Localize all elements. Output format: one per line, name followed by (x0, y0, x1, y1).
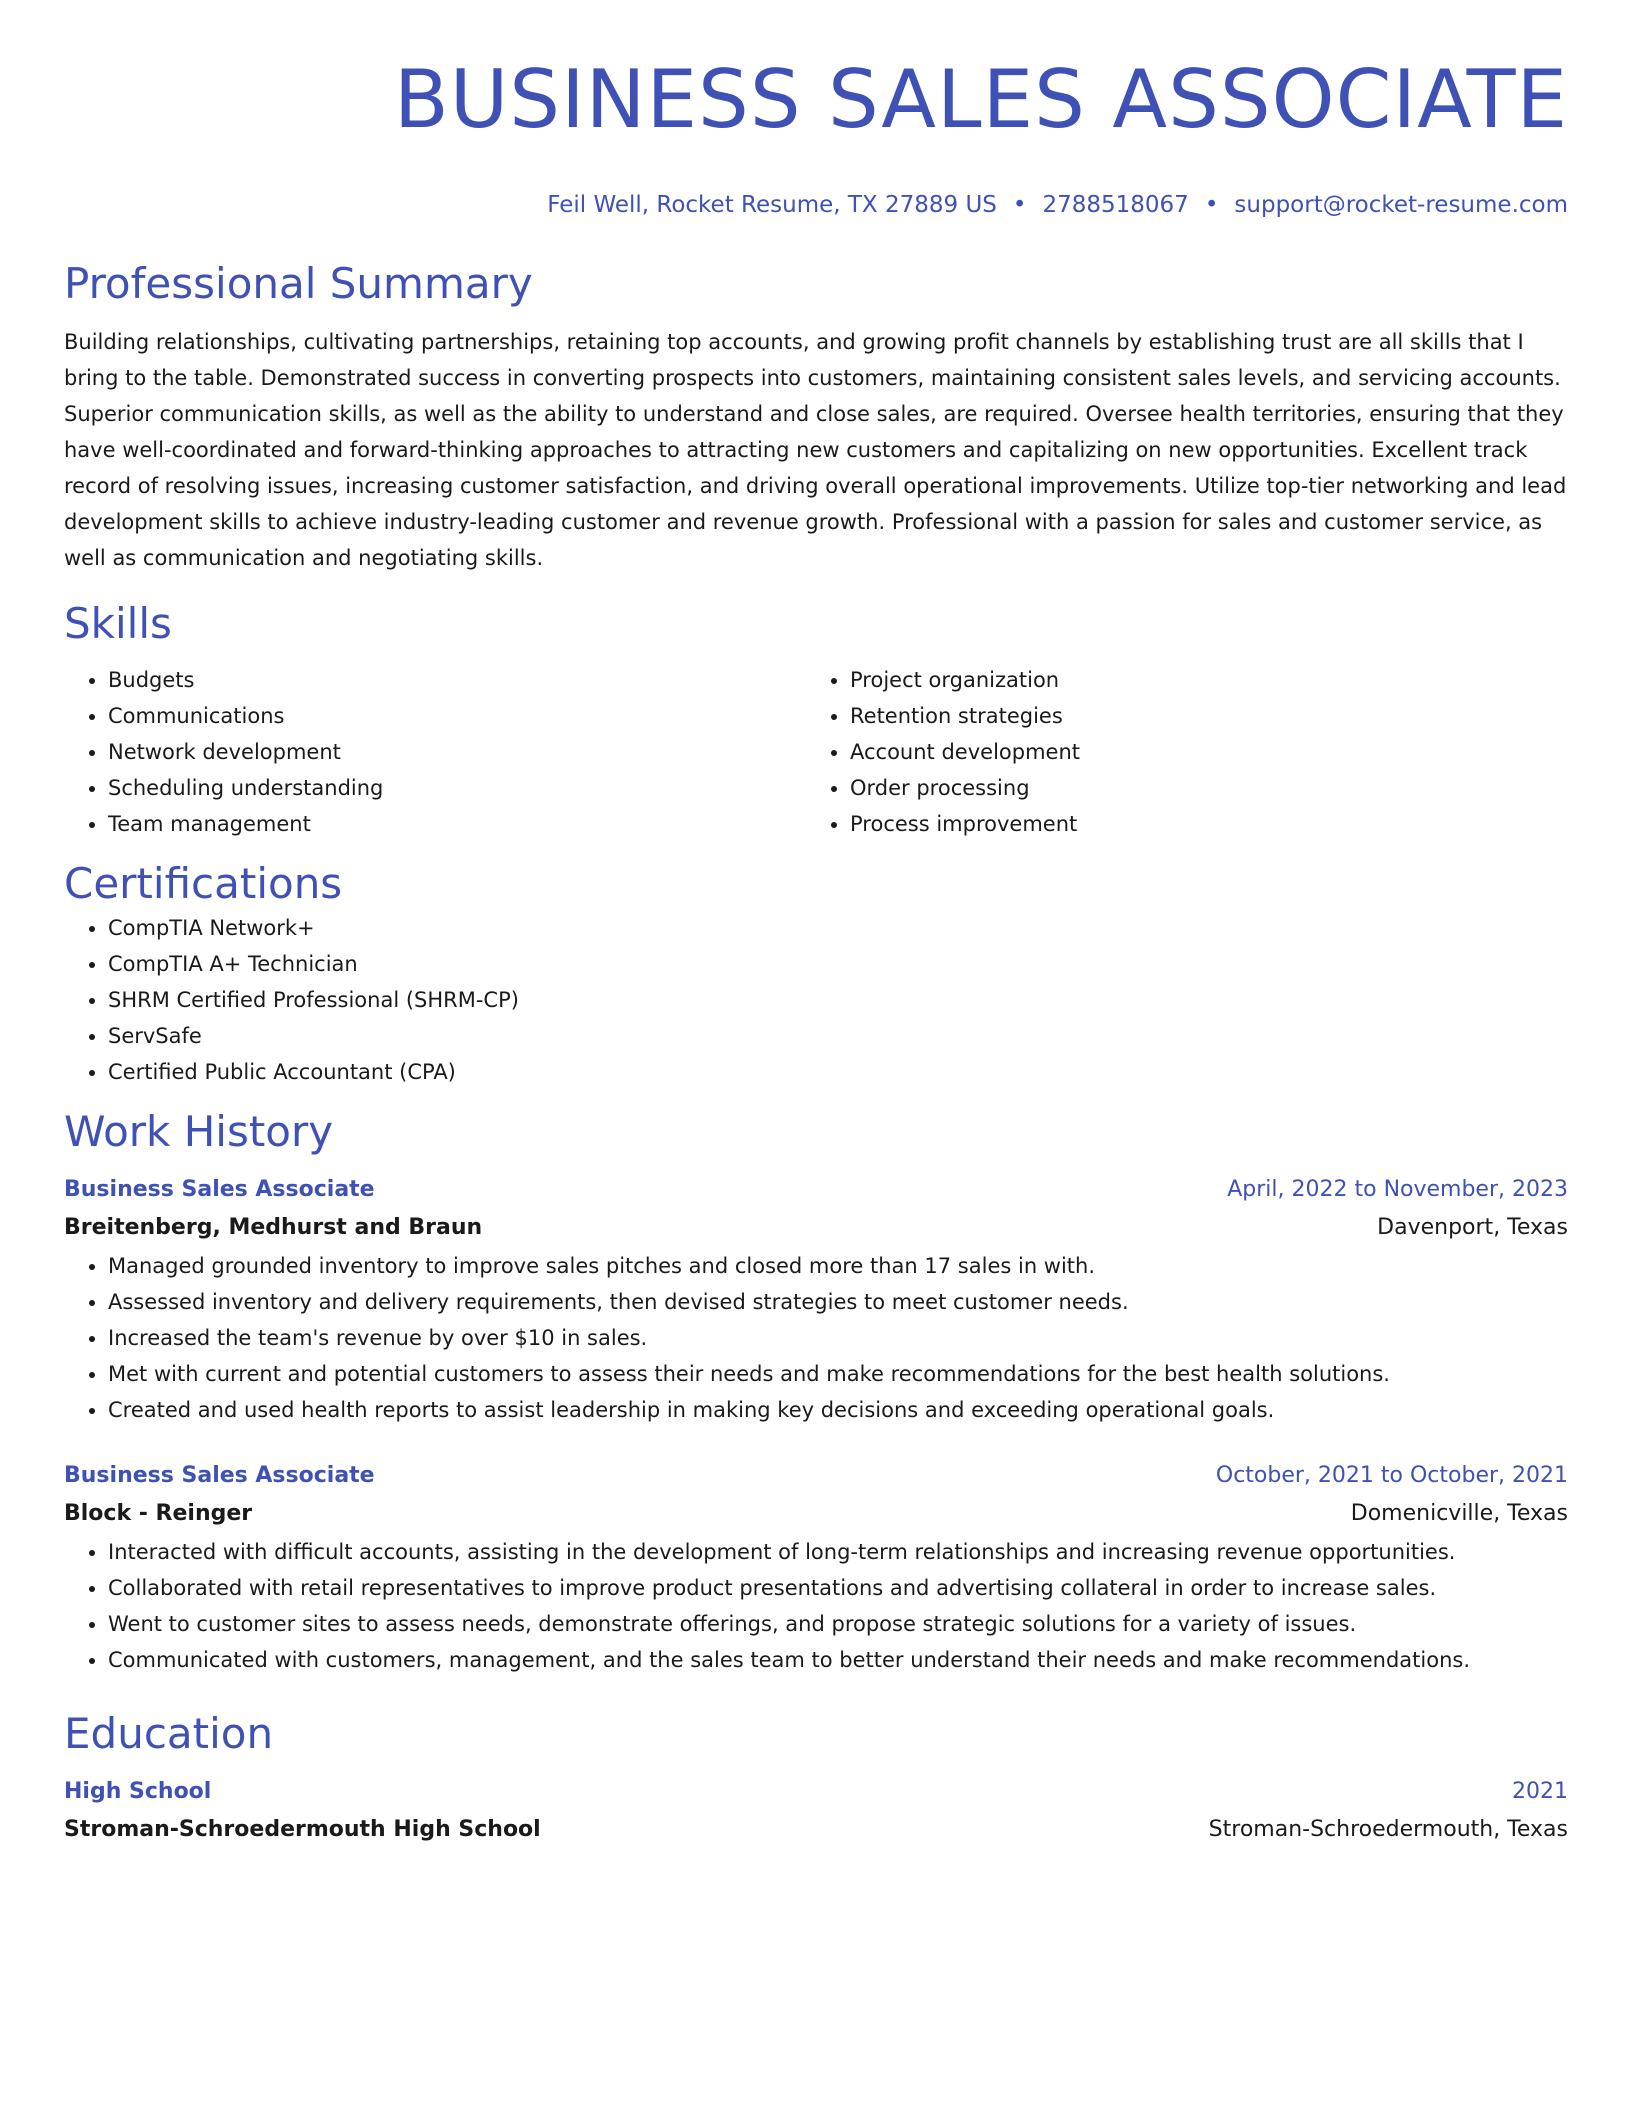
certification-item: • CompTIA Network+ (108, 910, 1568, 946)
job-employer-row (64, 1208, 1568, 1248)
contact-separator: • (1204, 192, 1219, 218)
skills-column-right (806, 662, 1548, 842)
job-bullet: • Increased the team's revenue by over $10 in sales. (108, 1320, 1568, 1356)
contact-line (64, 190, 1568, 220)
skills-grid (64, 662, 1568, 842)
job-dates: April, 2022 to November, 2023 (1227, 1177, 1568, 1202)
job-bullet: • Met with current and potential customers to assess their needs and make recommendations for the best health solutions. (108, 1356, 1568, 1392)
job-bullet: • Managed grounded inventory to improve sales pitches and closed more than 17 sales in with. (108, 1248, 1568, 1284)
education-school-row (64, 1810, 1568, 1850)
skills-list-left (64, 662, 806, 842)
job-location: Domenicville, Texas (1350, 1501, 1568, 1526)
job-bullet: • Went to customer sites to assess needs, demonstrate offerings, and propose strategic solutions for a variety of issues. (108, 1606, 1568, 1642)
skill-item: • Account development (850, 734, 1548, 770)
contact-address: Feil Well, Rocket Resume, TX 27889 US (547, 192, 997, 218)
skill-item: • Process improvement (850, 806, 1548, 842)
job-bullet: • Assessed inventory and delivery requirements, then devised strategies to meet customer needs. (108, 1284, 1568, 1320)
job-location: Davenport, Texas (1377, 1215, 1568, 1240)
work-history-heading: Work History (64, 1107, 334, 1156)
job-bullet: • Communicated with customers, management, and the sales team to better understand their needs and make recommendations. (108, 1642, 1568, 1678)
job-header-row (64, 1172, 1568, 1208)
job-employer: Block - Reinger (64, 1501, 253, 1526)
skill-item: • Network development (108, 734, 806, 770)
job-title: Business Sales Associate (64, 1463, 375, 1488)
education-header-row (64, 1774, 1568, 1810)
education-school: Stroman-Schroedermouth High School (64, 1817, 541, 1842)
skill-item: • Communications (108, 698, 806, 734)
skill-item: • Scheduling understanding (108, 770, 806, 806)
job-bullet: • Created and used health reports to assist leadership in making key decisions and exceeding operational goals. (108, 1392, 1568, 1428)
skill-item: • Team management (108, 806, 806, 842)
skills-heading: Skills (64, 599, 172, 648)
certification-item: • ServSafe (108, 1018, 1568, 1054)
skill-item: • Budgets (108, 662, 806, 698)
education-degree: High School (64, 1779, 212, 1804)
job-dates: October, 2021 to October, 2021 (1215, 1463, 1568, 1488)
skill-item: • Retention strategies (850, 698, 1548, 734)
summary-heading: Professional Summary (64, 259, 533, 308)
contact-phone: 2788518067 (1042, 192, 1189, 218)
resume-name: BUSINESS SALES ASSOCIATE (393, 53, 1568, 146)
certifications-heading: Certifications (64, 859, 343, 908)
skills-column-left (64, 662, 806, 842)
job-bullet: • Interacted with difficult accounts, assisting in the development of long-term relationships and increasing revenue opportunities. (108, 1534, 1568, 1570)
skill-item: • Order processing (850, 770, 1548, 806)
job-employer-row (64, 1494, 1568, 1534)
summary-text: Building relationships, cultivating partnerships, retaining top accounts, and growing profit channels by establishing trust are all skills that I bring to the table. Demonstrated success in converting prospects into customers, maintaining consistent sales levels, and servicing accounts. Superior communication skills, as well as the ability to understand and close sales, are required. Oversee health territories, ensuring that they have well-coordinated and forward-thinking approaches to attracting new customers and capitalizing on new opportunities. Excellent track record of resolving issues, increasing customer satisfaction, and driving overall operational improvements. Utilize top-tier networking and lead development skills to achieve industry-leading customer and revenue growth. Professional with a passion for sales and customer service, as well as communication and negotiating skills. (64, 330, 1567, 570)
job-bullet-list (64, 1248, 1568, 1428)
certification-item: • Certified Public Accountant (CPA) (108, 1054, 1568, 1090)
job-entry (64, 1172, 1568, 1428)
certification-item: • CompTIA A+ Technician (108, 946, 1568, 982)
job-entry (64, 1458, 1568, 1678)
education-year: 2021 (1512, 1779, 1568, 1804)
skill-item: • Project organization (850, 662, 1548, 698)
job-header-row (64, 1458, 1568, 1494)
job-title: Business Sales Associate (64, 1177, 375, 1202)
job-employer: Breitenberg, Medhurst and Braun (64, 1215, 483, 1240)
education-heading: Education (64, 1709, 274, 1758)
certification-item: • SHRM Certified Professional (SHRM-CP) (108, 982, 1568, 1018)
job-bullet: • Collaborated with retail representatives to improve product presentations and advertising collateral in order to increase sales. (108, 1570, 1568, 1606)
education-location: Stroman-Schroedermouth, Texas (1208, 1817, 1568, 1842)
contact-separator: • (1012, 192, 1027, 218)
job-bullet-list (64, 1534, 1568, 1678)
education-entry (64, 1774, 1568, 1850)
contact-email: support@rocket-resume.com (1234, 192, 1568, 218)
skills-list-right (806, 662, 1548, 842)
certifications-list (64, 910, 1568, 1090)
